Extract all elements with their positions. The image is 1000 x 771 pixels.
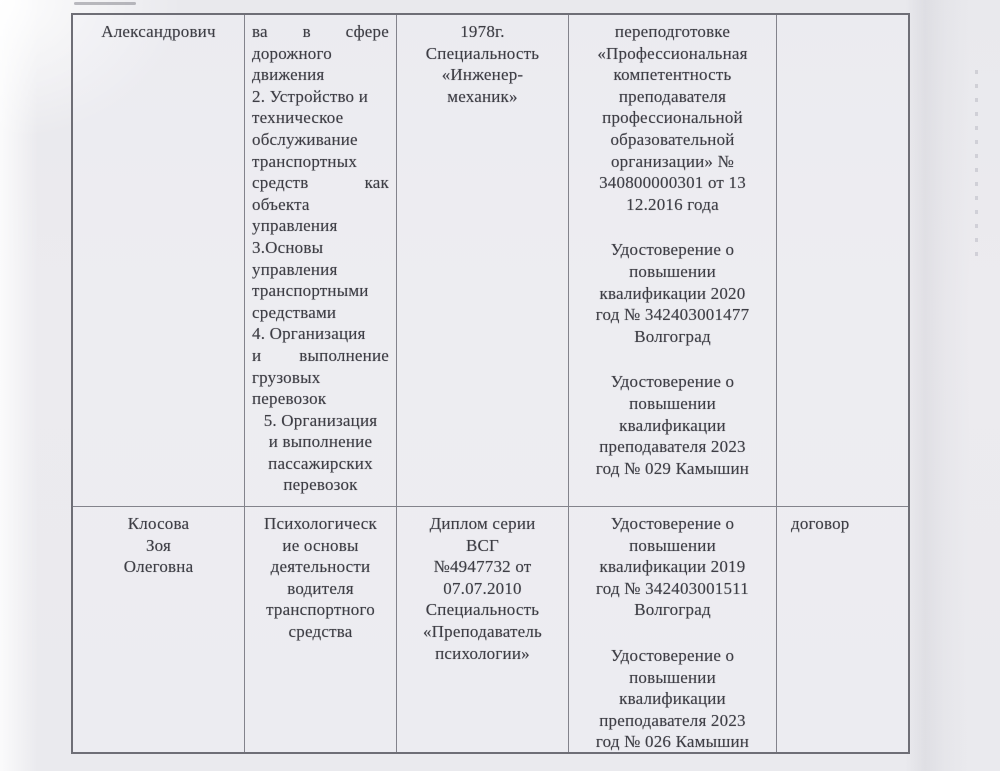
text-line: средствами [252,302,337,322]
text-line: Специальность [425,43,540,63]
text-line: переподготовке [614,22,731,41]
text-line: повышении [629,393,716,413]
text-line: квалификации 2020 [599,283,746,303]
word: ва [252,22,268,41]
cell-contract-row1 [777,15,908,507]
text-line: 3.Основы [252,237,324,257]
text-line: квалификации [619,415,726,435]
text-line: год № 026 Камышин [595,732,750,752]
word: как [364,173,389,193]
blank-line [577,215,768,239]
scan-artifact-streak [975,70,978,260]
text-line [252,345,389,367]
text-line: 2. Устройство и [252,86,369,106]
text-line: «Преподаватель [422,621,543,641]
text-line: Волгоград [634,326,711,346]
text-line: Специальность [425,600,540,620]
text-line: преподавателя [618,86,727,106]
text-line: квалификации [619,689,726,709]
text-line: ие основы [282,535,359,555]
text-line: Олеговна [123,557,194,577]
text-line: транспортного [266,600,375,620]
word: сфере [345,22,389,41]
text-line: Удостоверение о [610,240,735,260]
cell-subjects-row2 [245,507,397,752]
text-line: деятельности [270,557,371,577]
text-line: повышении [629,667,716,687]
cell-contract-row2 [777,507,908,752]
text-line: «Профессиональная [597,43,748,63]
text-line: организации» № [610,151,735,171]
text-line: и выполнение [268,432,373,452]
blank-line [577,621,768,645]
text-line: №4947732 от [433,557,532,577]
word: в [302,22,311,41]
text-line: объекта [252,194,310,214]
text-line: транспортными [252,281,369,301]
text-line: обслуживание [252,129,358,149]
text-line: перевозок [283,475,358,495]
text-line: Удостоверение о [610,514,735,533]
blank-line [577,347,768,371]
text-line: профессиональной [602,108,743,128]
cell-qualification-row2 [569,507,777,752]
text-line: Клосова [127,514,190,533]
text-line: 5. Организация [263,410,378,430]
text-line: образовательной [610,129,735,149]
text-line: управления [252,216,338,236]
text-line: механик» [447,86,518,106]
cell-fio-row2 [73,507,245,752]
text-line: психологии» [435,643,530,663]
word: выполнение [299,345,389,365]
text-line: грузовых [252,367,321,387]
text-line: перевозок [252,389,327,409]
text-line: 340800000301 от 13 [599,173,746,193]
text-line: повышении [629,535,716,555]
text-line: ВСГ [465,535,500,555]
cell-qualification-row1 [569,15,777,507]
text-line: преподавателя 2023 [599,437,746,457]
text-line: техническое [252,108,344,128]
text-line: Зоя [145,535,172,555]
text-line: водителя [287,578,354,598]
text-line: компетентность [613,65,732,85]
text-line: преподавателя 2023 [599,710,746,730]
text-line [252,21,389,43]
text-line: транспортных [252,151,358,171]
text-line: средства [288,621,353,641]
text-line: Психологическ [263,514,378,533]
text-line: движения [252,65,325,85]
text-line: Диплом серии [429,514,536,533]
text-line: 4. Организация [252,324,366,344]
text-line: Александрович [101,22,216,41]
text-line: договор [791,514,850,533]
cell-subjects-row1 [245,15,397,507]
cell-education-row2 [397,507,569,752]
text-line: год № 029 Камышин [595,458,750,478]
word: и [252,345,262,365]
text-line: Волгоград [634,600,711,620]
text-line: квалификации 2019 [599,557,746,577]
scan-artifact-line [74,2,136,5]
text-line: дорожного [252,43,332,63]
text-line: Удостоверение о [610,372,735,392]
word: средств [252,173,309,193]
text-line: 1978г. [460,22,505,41]
text-line [252,172,389,194]
teachers-qualification-table [71,13,910,754]
text-line: пассажирских [268,453,373,473]
text-line: «Инженер- [441,65,524,85]
text-line: управления [252,259,338,279]
text-line: год № 342403001511 [596,578,749,598]
text-line: 07.07.2010 [443,578,522,598]
text-line: Удостоверение о [610,645,735,665]
text-line: 12.2016 года [626,194,719,214]
cell-fio-row1 [73,15,245,507]
text-line: год № 342403001477 [595,305,750,325]
text-line: повышении [629,261,716,281]
cell-education-row1 [397,15,569,507]
